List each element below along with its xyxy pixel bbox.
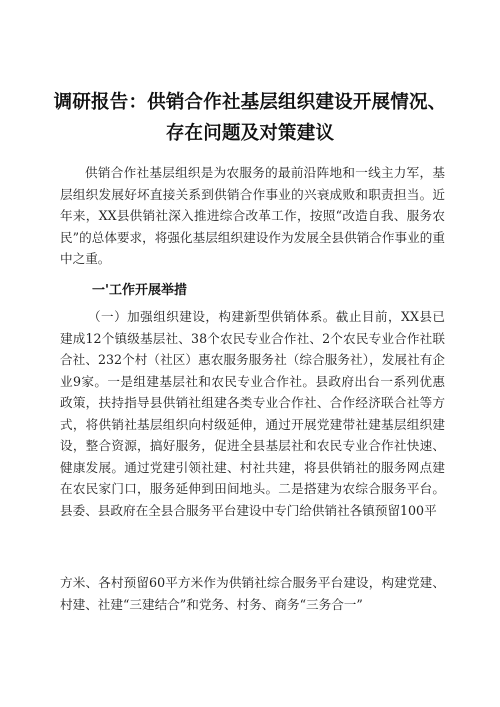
continuation-paragraph: 方米、各村预留60平方米作为供销社综合服务平台建设，构建党建、村建、社建“三建结合”和党务、村务、商务“三务合一” bbox=[60, 575, 445, 612]
intro-paragraph: 供销合作社基层组织是为农服务的最前沿阵地和一线主力军，基层组织发展好坏直接关系到供销合作事业的兴衰成败和职责担当。近年来，XX县供销社深入推进综合改革工作，按照“改造自我、服务农民”的总体要求，将强化基层组织建设作为发展全县供销合作事业的重中之重。 bbox=[60, 165, 445, 266]
document-title-line-2: 存在问题及对策建议 bbox=[165, 123, 335, 144]
section-heading: 一'工作开展举措 bbox=[92, 283, 187, 298]
document-title-line-1: 调研报告：供销合作社基层组织建设开展情况、 bbox=[53, 92, 447, 113]
section1-paragraph: （一）加强组织建设，构建新型供销体系。截止目前，XX县已建成12个镇级基层社、38个农民专业合作社、2个农民专业合作社联合社、232个村（社区）惠农服务服务社（综合服务社），发展社有企业9家。一是组建基层社和农民专业合作社。县政府出台一系列优惠政策，扶持指导县供销社组建各类专业合作社、合作经济联合社等方式，将供销社基层组织向村级延伸，通过开展党建带社建基层组织建设，整合资源，搞好服务，促进全县基层社和农民专业合作社快速、健康发展。通过党建引领社建、村社共建，将县供销社的服务网点建在农民家门口，服务延伸到田间地头。二是搭建为农综合服务平台。县委、县政府在全县合服务平台建设中专门给供销社各镇预留100平 bbox=[60, 309, 445, 518]
